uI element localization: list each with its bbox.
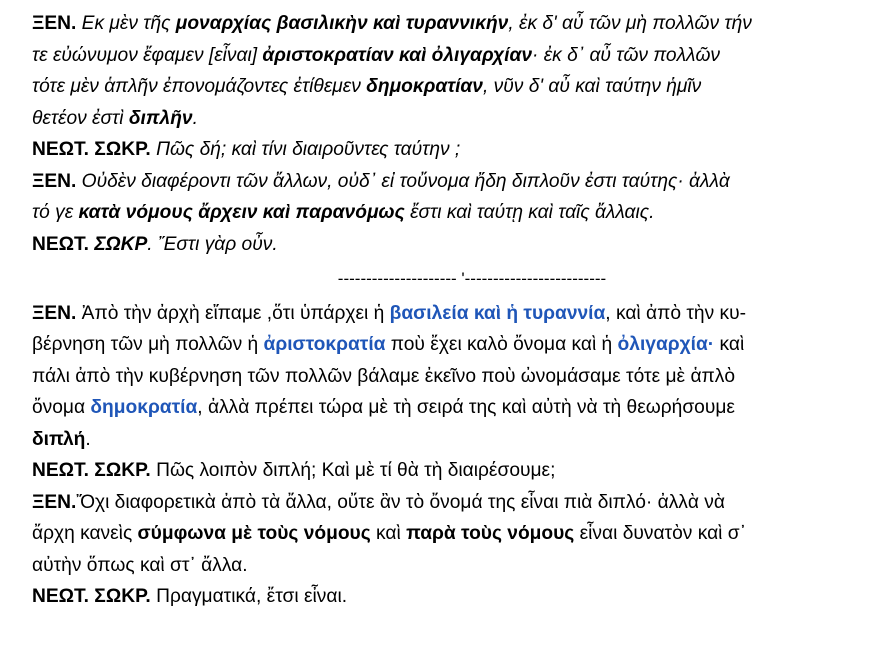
text-line: [32, 40, 852, 72]
text-line: [32, 518, 852, 550]
text-line: [32, 166, 852, 198]
text-line: [32, 550, 852, 582]
text-run: καὶ: [714, 334, 745, 355]
bold-run: μοναρχίας βασιλικὴν καὶ τυραννικήν: [175, 13, 509, 34]
bold-run: ΞΕΝ.: [32, 13, 77, 34]
bold-run: ΝΕΩΤ. ΣΩΚΡ.: [32, 460, 151, 481]
text-line: [32, 487, 852, 519]
text-run: Εκ μὲν τῆς: [76, 13, 176, 34]
text-run: · ἐκ δ᾽ αὖ τῶν πολλῶν: [532, 44, 721, 66]
text-run: Πῶς λοιπὸν διπλή; Καὶ μὲ τί θὰ τὴ διαιρέσουμε;: [150, 460, 556, 481]
text-line: [32, 424, 852, 456]
bold-run: ΞΕΝ.: [32, 491, 77, 513]
text-line: [32, 71, 852, 103]
bold-run: ΝΕΩΤ.: [32, 233, 95, 255]
bold-run: διπλῆν: [128, 107, 193, 129]
text-run: ἄρχη κανεὶς: [32, 523, 138, 544]
bold-run: ἀριστοκρατίαν καὶ ὀλιγαρχίαν: [262, 44, 533, 66]
text-line: [32, 197, 852, 229]
text-run: . Ἔστι γὰρ οὖν.: [147, 233, 278, 255]
bold-run: δημοκρατίαν: [366, 76, 483, 97]
ancient-greek-passage: [32, 8, 852, 260]
bold-run: ΞΕΝ.: [32, 170, 77, 192]
bold-run: ΞΕΝ.: [32, 302, 77, 324]
text-line: [32, 8, 852, 40]
text-run: τε εὐώνυμον ἔφαμεν [εἶναι]: [32, 44, 263, 66]
text-line: [32, 134, 852, 166]
document-page: [32, 8, 852, 613]
highlighted-term: ὀλιγαρχία·: [617, 334, 715, 355]
text-run: ποὺ ἔχει καλὸ ὄνομα καὶ ἡ: [385, 334, 618, 355]
text-line: [32, 392, 852, 424]
bold-run: σύμφωνα μὲ τοὺς νόμους: [137, 523, 371, 544]
text-run: καὶ: [370, 523, 407, 544]
text-run: αὐτὴν ὅπως καὶ στ᾽ ἄλλα.: [32, 554, 248, 576]
text-run: , ἐκ δ' αὖ τῶν μὴ πολλῶν τήν: [508, 13, 752, 34]
text-run: , καὶ ἀπὸ τὴν κυ-: [605, 302, 746, 324]
text-line: [32, 103, 852, 135]
highlighted-term: ἀριστοκρατία: [263, 334, 386, 355]
text-run: Πῶς δή; καὶ τίνι διαιροῦντες ταύτην ;: [150, 139, 461, 160]
bold-run: ΝΕΩΤ. ΣΩΚΡ.: [32, 139, 151, 160]
text-run: θετέον ἐστὶ: [32, 107, 129, 129]
bold-run: διπλή: [32, 428, 86, 450]
text-run: , ἀλλὰ πρέπει τώρα μὲ τὴ σειρά της καὶ αὐτὴ νὰ τὴ θεωρήσουμε: [197, 397, 735, 418]
text-line: [32, 361, 852, 393]
text-line: [32, 298, 852, 330]
text-run: ὄνομα: [32, 397, 91, 418]
text-run: Πραγματικά, ἔτσι εἶναι.: [150, 586, 348, 607]
text-run: ἔστι καὶ ταύτῃ καὶ ταῖς ἄλλαις.: [404, 202, 655, 223]
bold-run: ΣΩΚΡ: [94, 233, 148, 255]
text-line: [32, 229, 852, 261]
text-run: βέρνηση τῶν μὴ πολλῶν ἡ: [32, 334, 264, 355]
text-line: [32, 581, 852, 613]
text-run: πάλι ἀπὸ τὴν κυβέρνηση τῶν πολλῶν βάλαμε ἐκεῖνο ποὺ ὠνομάσαμε τότε μὲ ἁπλὸ: [32, 365, 736, 387]
highlighted-term: δημοκρατία: [90, 397, 198, 418]
text-run: Οὐδὲν διαφέροντι τῶν ἄλλων, οὐδ᾽ εἰ τοὔνομα ἤδη διπλοῦν ἐστι ταύτης· ἀλλὰ: [76, 170, 730, 192]
separator-line: --------------------- '-------------------------: [337, 269, 607, 288]
text-run: .: [192, 107, 198, 129]
text-run: , νῦν δ' αὖ καὶ ταύτην ἡμῖν: [482, 76, 702, 97]
text-line: [32, 455, 852, 487]
text-run: Ἀπὸ τὴν ἀρχὴ εἴπαμε ,ὅτι ὑπάρχει ἡ: [76, 302, 390, 324]
modern-greek-translation: [32, 298, 852, 613]
text-run: τό γε: [32, 202, 79, 223]
text-line: [32, 329, 852, 361]
bold-run: ΝΕΩΤ. ΣΩΚΡ.: [32, 586, 151, 607]
highlighted-term: βασιλεία καὶ ἡ τυραννία: [389, 302, 606, 324]
text-run: τότε μὲν ἁπλῆν ἐπονομάζοντες ἐτίθεμεν: [32, 76, 367, 97]
bold-run: κατὰ νόμους ἄρχειν καὶ παρανόμως: [78, 202, 405, 223]
bold-run: παρὰ τοὺς νόμους: [406, 523, 575, 544]
text-run: εἶναι δυνατὸν καὶ σ᾽: [574, 523, 747, 544]
text-run: .: [85, 428, 91, 450]
text-run: Ὄχι διαφορετικὰ ἀπὸ τὰ ἄλλα, οὔτε ἂν τὸ ὄνομά της εἶναι πιὰ διπλό· ἀλλὰ νὰ: [76, 491, 725, 513]
